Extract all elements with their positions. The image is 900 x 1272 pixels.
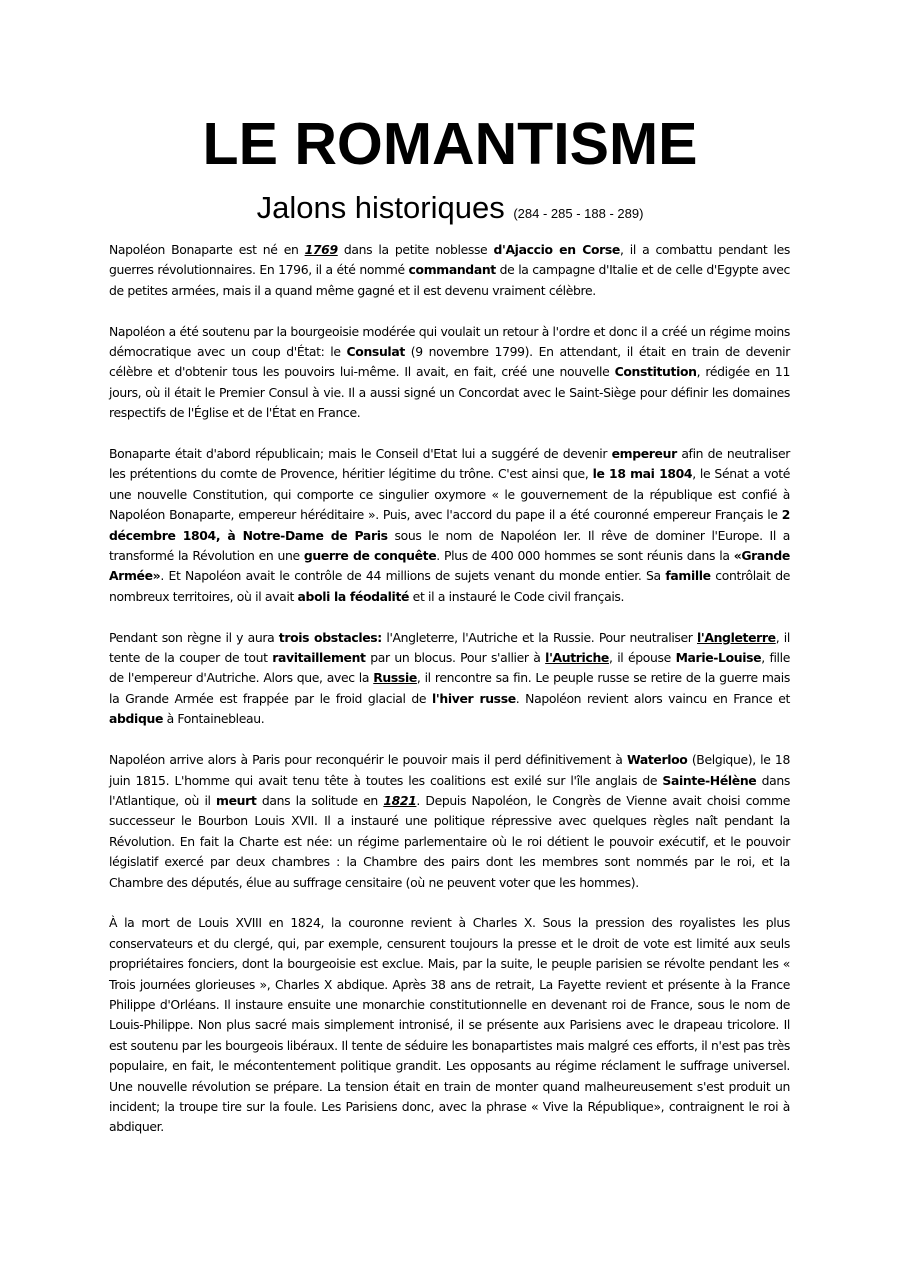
paragraph-1: Napoléon Bonaparte est né en 1769 dans la petite noblesse d'Ajaccio en Corse, il a combattu pendant les guerres révolutionnaires. En 1796, il a été nommé commandant de la campagne d'Italie et de celle d'Egypte avec de petites armées, mais il a quand même gagné et il est devenu vraiment célèbre. — [109, 242, 790, 298]
subtitle-page-refs: (284 - 285 - 188 - 289) — [513, 206, 644, 221]
date-1769: 1769 — [304, 242, 338, 257]
paragraph-5: Napoléon arrive alors à Paris pour reconquérir le pouvoir mais il perd définitivement à Waterloo (Belgique), le 18 juin 1815. L'homme qui avait tenu tête à toutes les coalitions est exilé sur l'île anglais de Sainte-Hélène dans l'Atlantique, où il meurt dans la solitude en 1821. Depuis Napoléon, le Congrès de Vienne avait choisi comme successeur le Bourbon Louis XVII. Il a instauré une politique répressive avec quelques règles naît pendant la Révolution. En fait la Charte est née: un régime parlementaire où le roi détient le pouvoir exécutif, et le pouvoir législatif exercé par deux chambres : la Chambre des pairs dont les membres sont nommés par le roi, et la Chambre des députés, élue au suffrage censitaire (où ne peuvent voter que les hommes). — [109, 752, 791, 890]
paragraph-2: Napoléon a été soutenu par la bourgeoisie modérée qui voulait un retour à l'ordre et donc il a créé un régime moins démocratique avec un coup d'État: le Consulat (9 novembre 1799). En attendant, il était en train de devenir célèbre et d'obtenir tous les pouvoirs lui-même. Il avait, en fait, créé une nouvelle Constitution, rédigée en 11 jours, où il était le Premier Consul à vie. Il a aussi signé un Concordat avec le Saint-Siège pour définir les domaines respectifs de l'Église et de l'État en France. — [109, 323, 790, 421]
date-1821: 1821 — [383, 792, 417, 808]
page-subtitle — [0, 188, 900, 234]
paragraph-6: À la mort de Louis XVIII en 1824, la couronne revient à Charles X. Sous la pression des royalistes les plus conservateurs et du clergé, qui, par exemple, censurent toujours la presse et le droit de vote est limité aux seuls propriétaires fonciers, dont la bourgeoisie est exclue. Mais, par la suite, le peuple parisien se révolte pendant les « Trois journées glorieuses », Charles X abdique. Après 38 ans de retrait, La Fayette revient et présente à la France Philippe d'Orléans. Il instaure ensuite une monarchie constitutionnelle en devenant roi de France, sous le nom de Louis-Philippe. Non plus sacré mais simplement intronisé, il se présente aux Parisiens avec le drapeau tricolore. Il est soutenu par les bourgeois libéraux. Il tente de séduire les bonapartistes mais malgré ces efforts, il n'est pas très populaire, en fait, le mécontentement politique grandit. Les opposants au régime réclament le suffrage universel. Une nouvelle révolution se prépare. La tension était en train de monter quand malheureusement s'est produit un incident; la troupe tire sur la foule. Les Parisiens donc, avec la phrase « Vive la République», contraignent le roi à abdiquer. — [109, 915, 790, 1135]
subtitle-text: Jalons historiques — [256, 190, 505, 225]
page-title: LE ROMANTISME — [202, 111, 698, 177]
paragraph-4: Pendant son règne il y aura trois obstacles: l'Angleterre, l'Autriche et la Russie. Pour neutraliser l'Angleterre, il tente de la couper de tout ravitaillement par un blocus. Pour s'allier à l'Autriche, il épouse Marie-Louise, fille de l'empereur d'Autriche. Alors que, avec la Russie, il rencontre sa fin. Le peuple russe se retire de la guerre mais la Grande Armée est frappée par le froid glacial de l'hiver russe. Napoléon revient alors vaincu en France et abdique à Fontainebleau. — [109, 629, 791, 727]
paragraph-3: Bonaparte était d'abord républicain; mais le Conseil d'Etat lui a suggéré de devenir empereur afin de neutraliser les prétentions du comte de Provence, héritier légitime du trône. C'est ainsi que, le 18 mai 1804, le Sénat a voté une nouvelle Constitution, qui comporte ce singulier oxymore « le gouvernement de la république est confié à Napoléon Bonaparte, empereur héréditaire ». Puis, avec l'accord du pape il a été couronné empereur Français le 2 décembre 1804, à Notre-Dame de Paris sous le nom de Napoléon Ier. Il rêve de dominer l'Europe. Il a transformé la Révolution en une guerre de conquête. Plus de 400 000 hommes se sont réunis dans la «Grande Armée». Et Napoléon avait le contrôle de 44 millions de sujets venant du monde entier. Sa famille contrôlait de nombreux territoires, où il avait aboli la féodalité et il a instauré le Code civil français. — [109, 446, 791, 604]
body-text — [109, 240, 790, 1158]
